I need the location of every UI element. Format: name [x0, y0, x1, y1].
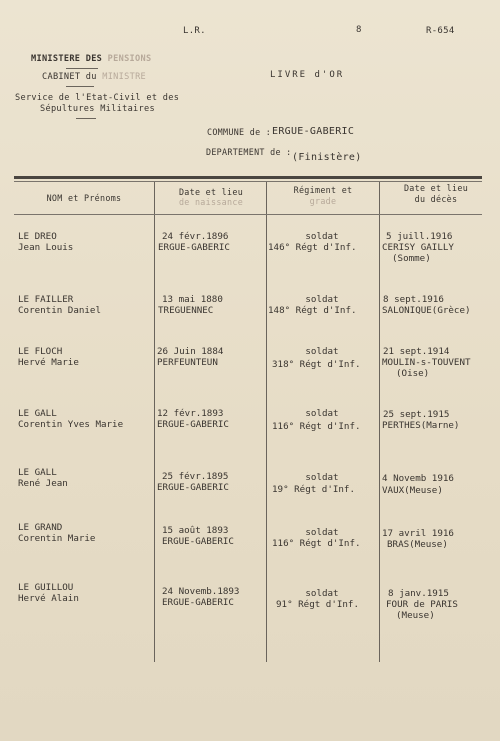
row-death-region: (Meuse) [396, 610, 435, 621]
row-name: LE GRAND [18, 522, 63, 533]
row-firstnames: Corentin Yves Marie [18, 419, 124, 430]
column-header-death-1: Date et lieu [403, 183, 469, 193]
row-death-place: CERISY GAILLY [382, 242, 454, 253]
table-top-rule [14, 176, 482, 179]
row-birth-place: PERFEUNTEUN [157, 357, 218, 368]
row-birth-place: TREGUENNEC [158, 305, 214, 316]
service-line-2: Sépultures Militaires [40, 104, 155, 114]
row-death-date: 5 juill.1916 [386, 231, 453, 242]
table-top-rule-thin [14, 181, 482, 182]
cabinet-prefix: CABINET du [42, 72, 97, 82]
row-name: LE GUILLOU [18, 582, 74, 593]
page-number: 8 [356, 25, 362, 35]
row-birth-place: ERGUE-GABERIC [157, 482, 229, 493]
row-birth-date: 25 févr.1895 [162, 471, 229, 482]
row-name: LE FLOCH [18, 346, 63, 357]
row-death-date: 8 sept.1916 [383, 294, 444, 305]
row-firstnames: Corentin Marie [18, 533, 96, 544]
column-header-birth-2: de naissance [178, 197, 244, 207]
column-divider [154, 182, 155, 662]
row-death-date: 25 sept.1915 [383, 409, 450, 420]
commune-value: ERGUE-GABERIC [272, 126, 355, 137]
row-name: LE GALL [18, 467, 57, 478]
row-grade: soldat [305, 472, 339, 483]
row-grade: soldat [305, 527, 339, 538]
row-birth-date: 26 Juin 1884 [157, 346, 224, 357]
ref-right: R-654 [426, 26, 455, 36]
row-death-place: BRAS(Meuse) [387, 539, 448, 550]
row-grade: soldat [305, 588, 339, 599]
row-birth-place: ERGUE-GABERIC [162, 536, 234, 547]
row-birth-place: ERGUE-GABERIC [157, 419, 229, 430]
row-death-date: 17 avril 1916 [382, 528, 454, 539]
column-header-name: NOM et Prénoms [46, 193, 122, 203]
row-regiment: 146° Régt d'Inf. [268, 242, 357, 253]
column-header-birth-1: Date et lieu [178, 187, 244, 197]
divider [66, 68, 98, 69]
row-name: LE FAILLER [18, 294, 74, 305]
row-birth-place: ERGUE-GABERIC [162, 597, 234, 608]
row-firstnames: René Jean [18, 478, 68, 489]
ministry-name: MINISTERE DES [31, 54, 103, 64]
divider [76, 118, 96, 119]
row-grade: soldat [305, 294, 339, 305]
row-regiment: 116° Régt d'Inf. [272, 538, 361, 549]
row-death-place: PERTHES(Marne) [382, 420, 460, 431]
row-birth-date: 15 août 1893 [162, 525, 229, 536]
row-death-region: (Oise) [396, 368, 430, 379]
commune-label: COMMUNE de : [207, 127, 272, 137]
ref-left: L.R. [183, 26, 206, 36]
cabinet-line [42, 72, 146, 83]
column-header-regiment-1: Régiment et [293, 185, 353, 195]
book-title: LIVRE d'OR [270, 70, 345, 80]
column-divider [266, 182, 267, 662]
row-birth-date: 12 févr.1893 [157, 408, 224, 419]
row-birth-date: 24 Novemb.1893 [162, 586, 240, 597]
column-divider [379, 182, 380, 662]
departement-label: DEPARTEMENT de : [206, 147, 292, 157]
row-grade: soldat [305, 346, 339, 357]
row-regiment: 19° Régt d'Inf. [272, 484, 355, 495]
row-death-region: (Somme) [392, 253, 431, 264]
ministry-line [31, 54, 151, 65]
row-death-date: 8 janv.1915 [388, 588, 449, 599]
row-regiment: 148° Régt d'Inf. [268, 305, 357, 316]
row-firstnames: Corentin Daniel [18, 305, 101, 316]
table-header-rule [14, 214, 482, 215]
ministry-faint: PENSIONS [107, 54, 152, 64]
row-death-place: MOULIN-s-TOUVENT [382, 357, 471, 368]
row-birth-date: 24 févr.1896 [162, 231, 229, 242]
row-death-date: 4 Novemb 1916 [382, 473, 454, 484]
service-line-1: Service de l'Etat-Civil et des [15, 93, 180, 103]
row-death-place: FOUR de PARIS [386, 599, 458, 610]
row-death-place: VAUX(Meuse) [382, 485, 443, 496]
row-firstnames: Jean Louis [18, 242, 74, 253]
divider [66, 86, 94, 87]
row-name: LE DREO [18, 231, 57, 242]
row-birth-place: ERGUE-GABERIC [158, 242, 230, 253]
column-header-death-2: du décès [414, 194, 458, 204]
row-regiment: 91° Régt d'Inf. [276, 599, 359, 610]
row-firstnames: Hervé Alain [18, 593, 79, 604]
row-death-place: SALONIQUE(Grèce) [382, 305, 471, 316]
column-header-regiment-2: grade [309, 196, 337, 206]
row-grade: soldat [305, 408, 339, 419]
cabinet-faint: MINISTRE [102, 72, 147, 82]
row-regiment: 116° Régt d'Inf. [272, 421, 361, 432]
row-birth-date: 13 mai 1880 [162, 294, 223, 305]
row-name: LE GALL [18, 408, 57, 419]
row-death-date: 21 sept.1914 [383, 346, 450, 357]
row-firstnames: Hervé Marie [18, 357, 79, 368]
departement-value: (Finistère) [292, 152, 362, 163]
row-regiment: 318° Régt d'Inf. [272, 359, 361, 370]
row-grade: soldat [305, 231, 339, 242]
